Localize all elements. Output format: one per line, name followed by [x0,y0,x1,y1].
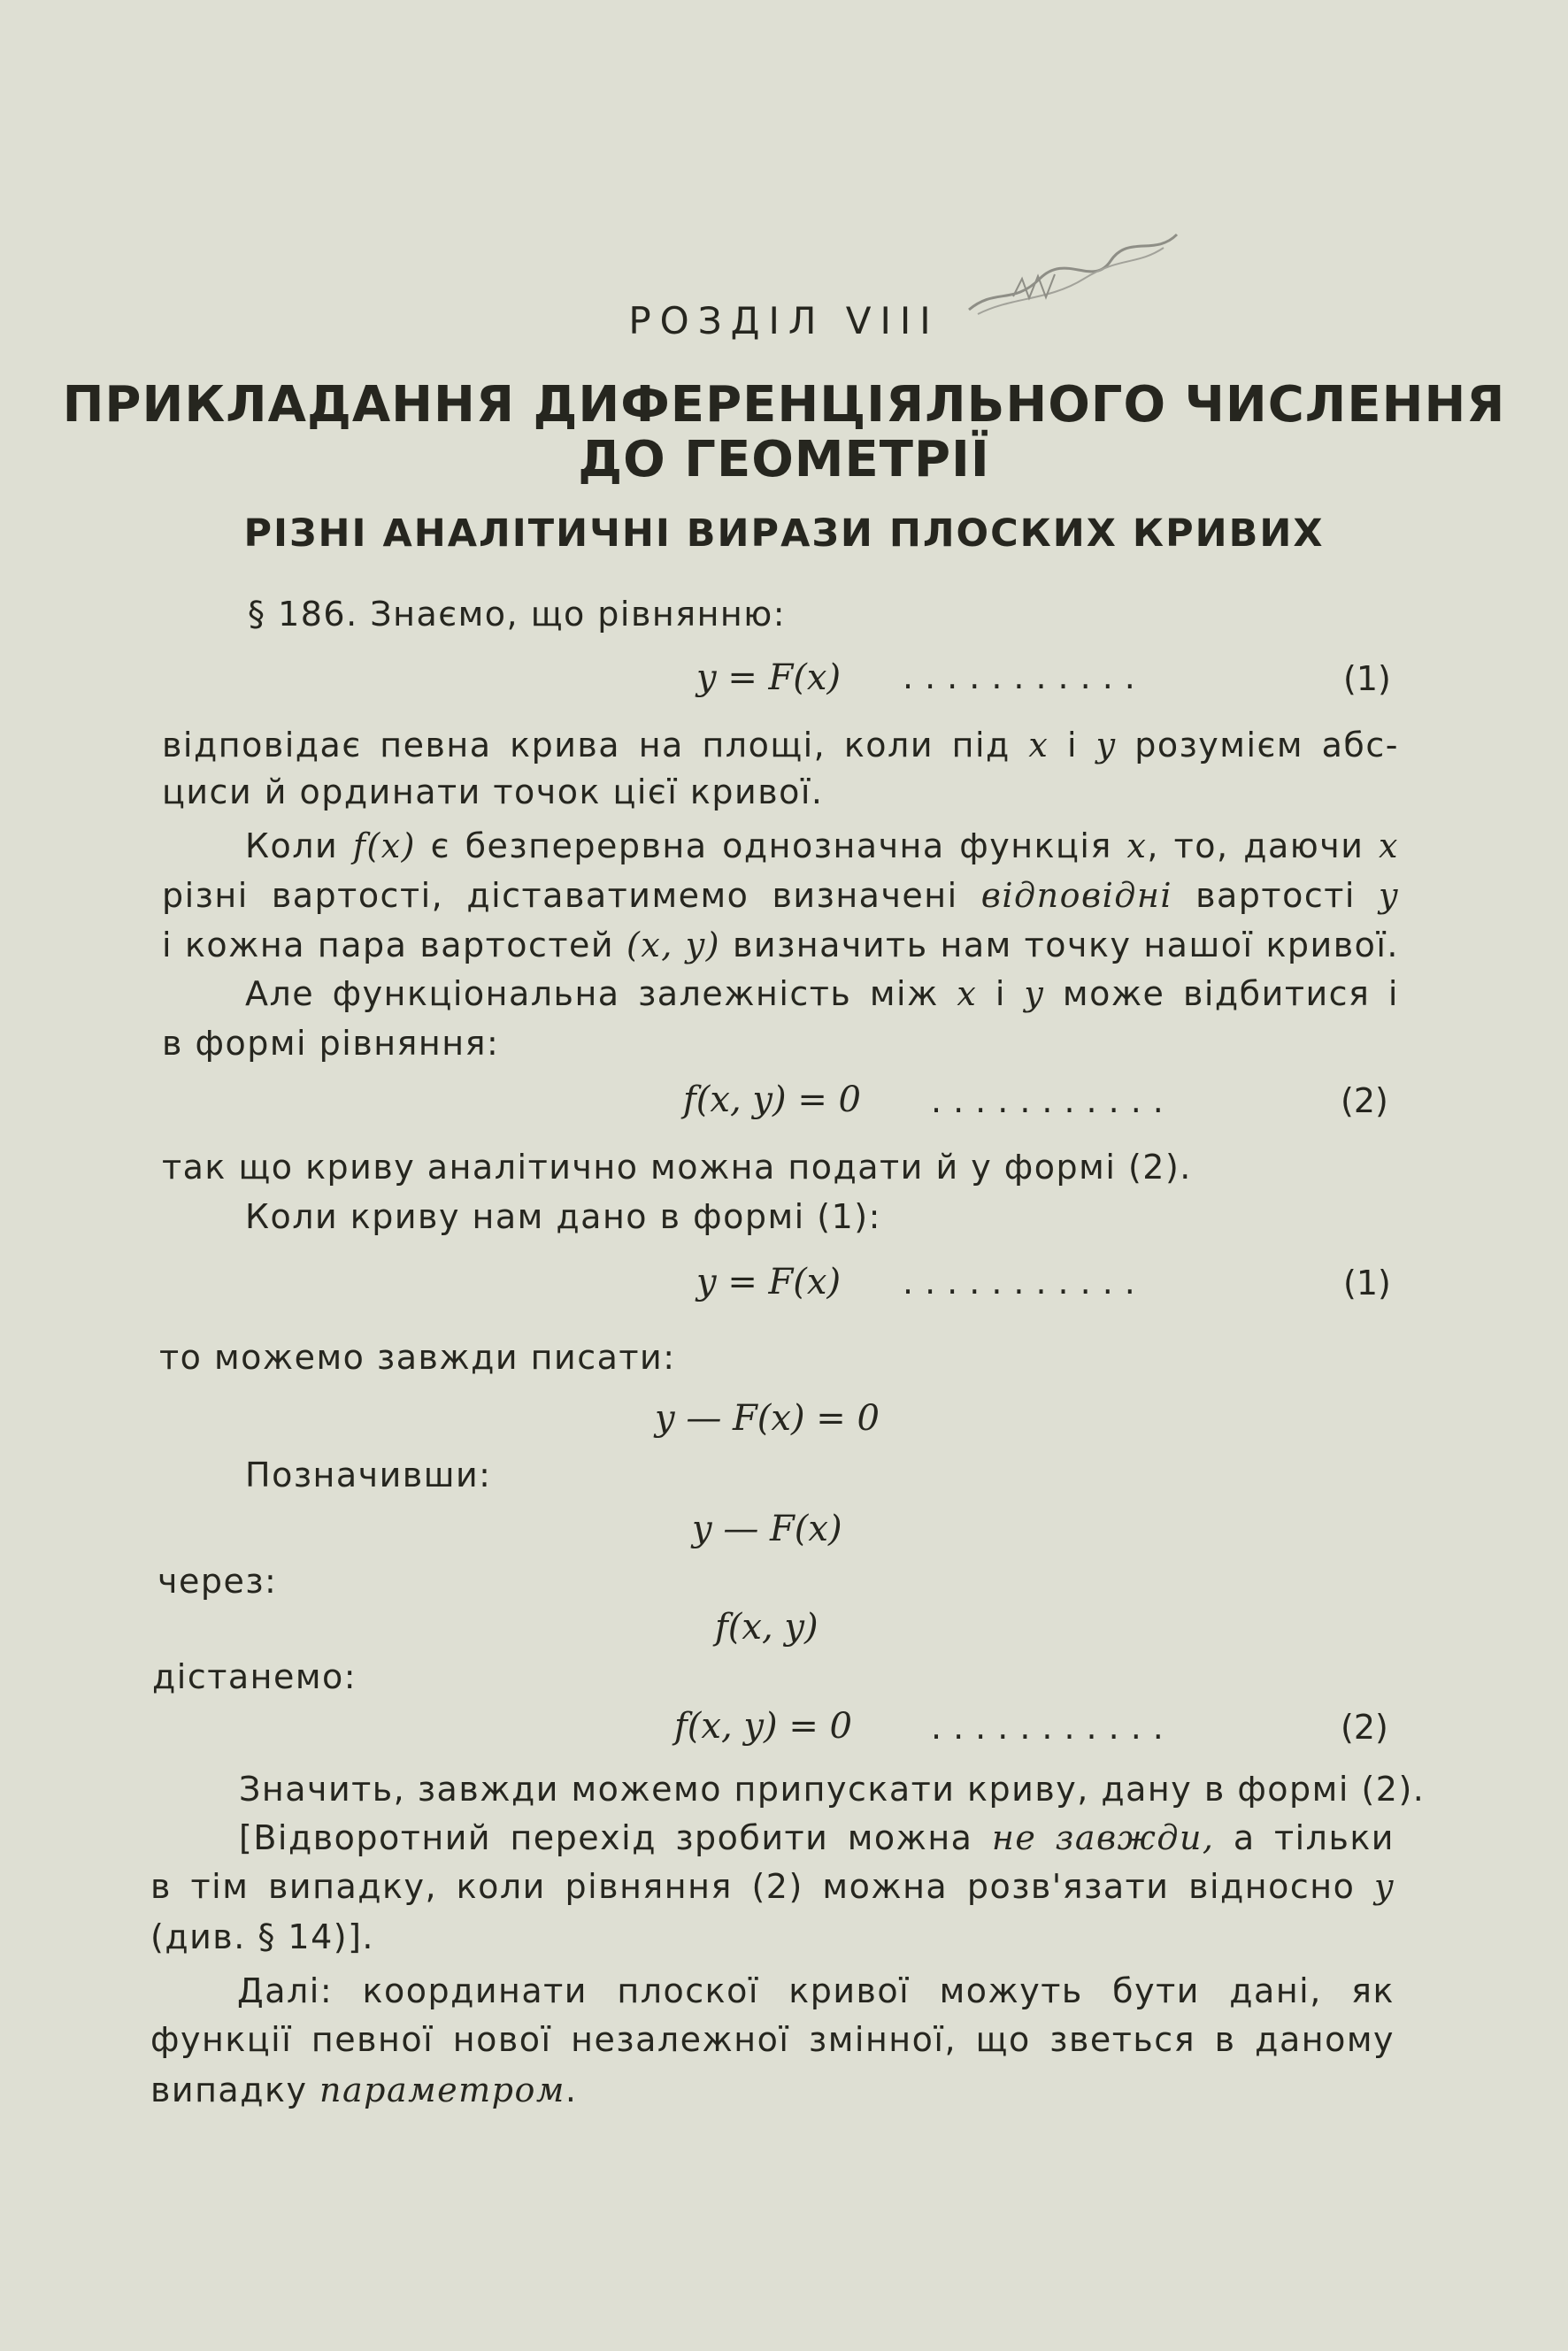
equation-number: (2) [1341,1708,1388,1747]
text-line: Коли f(x) є безперервна однозначна функція x, то, даючи x [245,826,1399,865]
formula-5: y — F(x) [692,1509,842,1549]
equation-number: (1) [1343,659,1391,698]
text-line: (див. § 14)]. [150,1917,375,1956]
text-line: Коли криву нам дано в формі (1): [245,1197,881,1236]
text-line: в тім випадку, коли рівняння (2) можна розв'язати відносно y [150,1867,1395,1906]
paragraph-intro: § 186. Знаємо, що рівнянню: [248,595,787,634]
text-line: Позначивши: [245,1456,492,1494]
section-title: РІЗНІ АНАЛІТИЧНІ ВИРАЗИ ПЛОСКИХ КРИВИХ [243,511,1325,556]
equation-number: (2) [1341,1081,1388,1120]
text-line: то можемо завжди писати: [159,1338,676,1377]
text-line: відповідає певна крива на площі, коли під x і y розумієм абс- [162,726,1399,764]
formula-4: y — F(x) = 0 [655,1398,880,1439]
text-line: випадку параметром. [150,2071,578,2109]
formula-1-repeat: y = F(x) [696,1262,842,1302]
leader-dots: ........... [931,1081,1175,1120]
leader-dots: ........... [931,1708,1175,1747]
text-line: циси й ординати точок цієї кривої. [162,772,824,811]
equation-number: (1) [1343,1264,1391,1302]
formula-7: f(x, y) = 0 [674,1706,852,1747]
text-line: функції певної нової незалежної змінної, що зветься в даному [150,2020,1395,2059]
formula-6: f(x, y) [715,1607,819,1648]
text-line: Але функціональна залежність між x і y може відбитися і [245,974,1399,1013]
text-line: через: [158,1562,278,1601]
text-line: так що криву аналітично можна подати й у формі (2). [162,1148,1192,1187]
leader-dots: ........... [903,657,1147,696]
chapter-label: РОЗДІЛ VIII [628,299,940,342]
formula-2: f(x, y) = 0 [683,1079,861,1120]
chapter-title-line-2: ДО ГЕОМЕТРІЇ [578,431,990,488]
text-line: і кожна пара вартостей (x, y) визначить нам точку нашої кривої. [162,926,1399,964]
text-line: Значить, завжди можемо припускати криву, дану в формі (2). [239,1770,1426,1809]
chapter-title-line-1: ПРИКЛАДАННЯ ДИФЕРЕНЦІЯЛЬНОГО ЧИСЛЕННЯ [62,376,1506,434]
text-line: дістанемо: [152,1657,357,1696]
text-line: [Відворотний перехід зробити можна не завжди, а тільки [239,1818,1395,1857]
formula-1: y = F(x) [696,657,842,698]
text-line: різні вартості, діставатимемо визначені відповідні вартості y [162,876,1399,915]
text-line: в формі рівняння: [162,1024,500,1063]
text-line: Далі: координати плоскої кривої можуть бути дані, як [237,1971,1395,2010]
leader-dots: ........... [903,1263,1147,1302]
